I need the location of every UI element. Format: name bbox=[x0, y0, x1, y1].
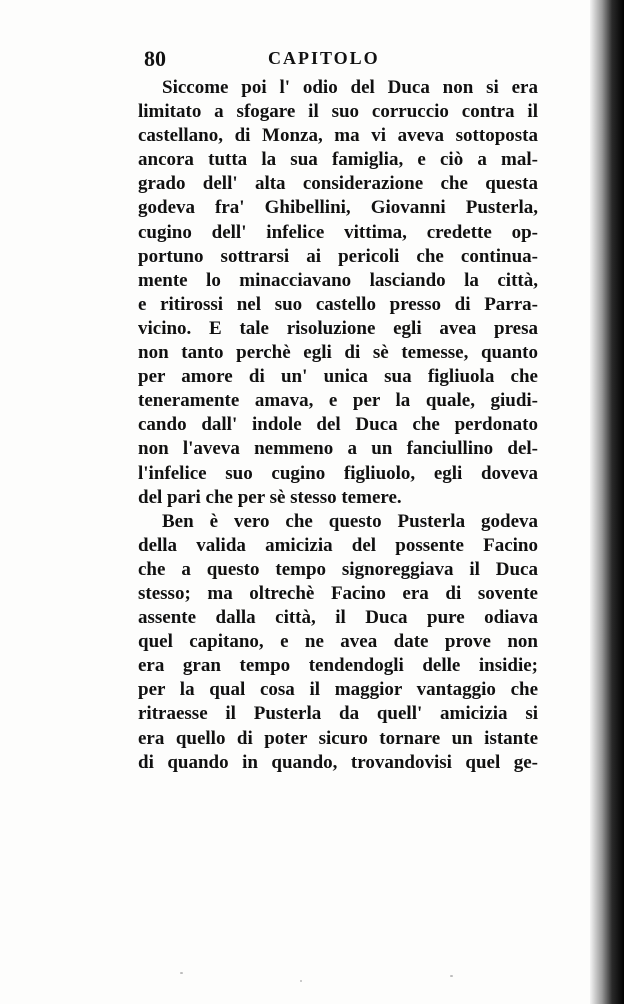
text-line: vicino. E tale risoluzione egli avea presa bbox=[138, 317, 538, 339]
text-line: quel capitano, e ne avea date prove non bbox=[138, 631, 538, 653]
text-line: di quando in quando, trovandovisi quel ge- bbox=[138, 751, 538, 773]
text-line: mente lo minacciavano lasciando la città, bbox=[138, 269, 538, 291]
text-line: l'infelice suo cugino figliuolo, egli doveva bbox=[138, 462, 538, 484]
paper-speck bbox=[180, 972, 183, 974]
page-header bbox=[144, 46, 544, 76]
text-line: teneramente amava, e per la quale, giudi- bbox=[138, 390, 538, 412]
text-line: godeva fra' Ghibellini, Giovanni Pusterla, bbox=[138, 197, 538, 219]
paragraphs bbox=[138, 76, 538, 775]
paper-speck bbox=[450, 975, 453, 977]
text-line: castellano, di Monza, ma vi aveva sottoposta bbox=[138, 125, 538, 147]
text-line: cugino dell' infelice vittima, credette op- bbox=[138, 221, 538, 243]
text-line: per amore di un' unica sua figliuola che bbox=[138, 366, 538, 388]
text-line: grado dell' alta considerazione che questa bbox=[138, 173, 538, 195]
text-line: ancora tutta la sua famiglia, e ciò a mal- bbox=[138, 149, 538, 171]
paper-speck bbox=[300, 980, 302, 982]
running-head: CAPITOLO bbox=[268, 48, 380, 68]
text-line: della valida amicizia del possente Facino bbox=[138, 534, 538, 556]
text-line: per la qual cosa il maggior vantaggio che bbox=[138, 679, 538, 701]
text-line: stesso; ma oltrechè Facino era di sovente bbox=[138, 582, 538, 604]
text-line: era gran tempo tendendogli delle insidie; bbox=[138, 655, 538, 677]
text-line: limitato a sfogare il suo corruccio contra il bbox=[138, 101, 538, 123]
text-line: assente dalla città, il Duca pure odiava bbox=[138, 607, 538, 629]
text-line: non tanto perchè egli di sè temesse, quanto bbox=[138, 342, 538, 364]
text-line: Siccome poi l' odio del Duca non si era bbox=[162, 77, 538, 98]
body-text bbox=[138, 76, 538, 775]
text-line: del pari che per sè stesso temere. bbox=[138, 486, 402, 508]
text-line: era quello di poter sicuro tornare un istante bbox=[138, 727, 538, 749]
text-line: portuno sottrarsi ai pericoli che continua- bbox=[138, 245, 538, 267]
text-line: e ritirossi nel suo castello presso di Parra- bbox=[138, 293, 538, 315]
text-line: Ben è vero che questo Pusterla godeva bbox=[162, 510, 538, 532]
page-spine-shadow bbox=[590, 0, 624, 1004]
text-line: ritraesse il Pusterla da quell' amicizia si bbox=[138, 703, 538, 725]
page-number: 80 bbox=[144, 46, 166, 71]
text-line: che a questo tempo signoreggiava il Duca bbox=[138, 558, 538, 580]
text-line: cando dall' indole del Duca che perdonato bbox=[138, 414, 538, 436]
text-line: non l'aveva nemmeno a un fanciullino del- bbox=[138, 438, 538, 460]
